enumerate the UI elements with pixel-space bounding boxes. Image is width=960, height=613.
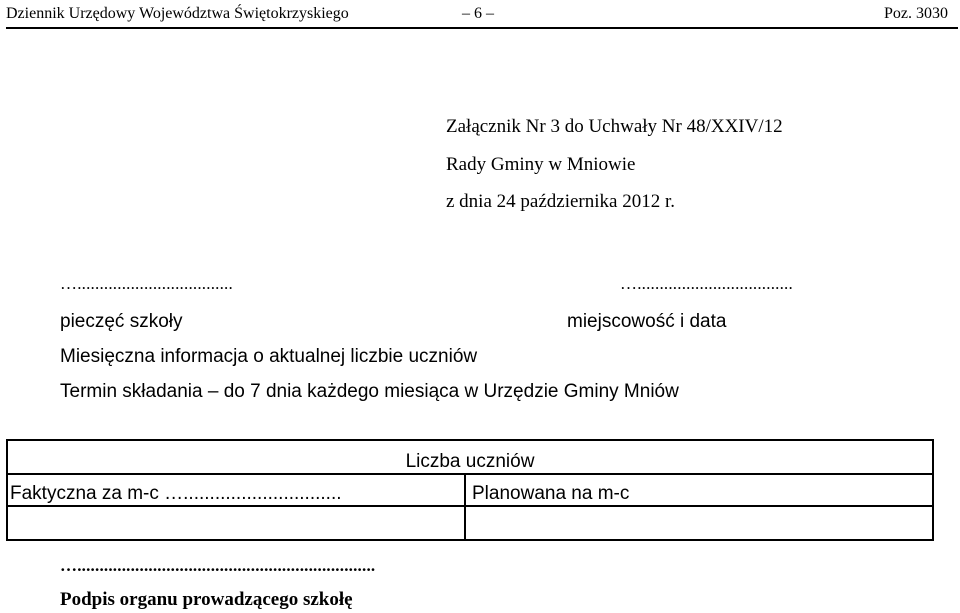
- position-number: Poz. 3030: [884, 5, 948, 22]
- stamp-dots: …...................................: [60, 274, 233, 293]
- form-title: Miesięczna informacja o aktualnej liczbie uczniów: [60, 346, 478, 367]
- place-date-dots: …...................................: [620, 274, 793, 293]
- page-number: – 6 –: [462, 5, 494, 22]
- annex-line-2: Rady Gminy w Mniowie: [446, 154, 636, 175]
- actual-value-cell[interactable]: [7, 506, 465, 540]
- stamp-label: pieczęć szkoły: [60, 311, 183, 332]
- planned-value-cell[interactable]: [465, 506, 933, 540]
- annex-line-1: Załącznik Nr 3 do Uchwały Nr 48/XXIV/12: [446, 116, 783, 137]
- deadline-text: Termin składania – do 7 dnia każdego miesiąca w Urzędzie Gminy Mniów: [60, 381, 679, 402]
- actual-column-header: [7, 474, 465, 506]
- table-header: Liczba uczniów: [405, 451, 535, 472]
- place-date-label: miejscowość i data: [567, 311, 727, 332]
- signature-dots: …...................................................................: [60, 556, 376, 575]
- journal-title: Dziennik Urzędowy Województwa Świętokrzyskiego: [6, 5, 349, 22]
- table-header-cell: [7, 440, 933, 474]
- actual-column-label: Faktyczna za m-c …..............................: [10, 483, 342, 504]
- annex-line-3: z dnia 24 października 2012 r.: [446, 191, 675, 212]
- student-count-table: [6, 439, 934, 541]
- signature-label: Podpis organu prowadzącego szkołę: [60, 589, 353, 610]
- planned-column-header: [465, 474, 933, 506]
- planned-column-label: Planowana na m-c: [472, 483, 630, 504]
- header-rule: [6, 27, 958, 29]
